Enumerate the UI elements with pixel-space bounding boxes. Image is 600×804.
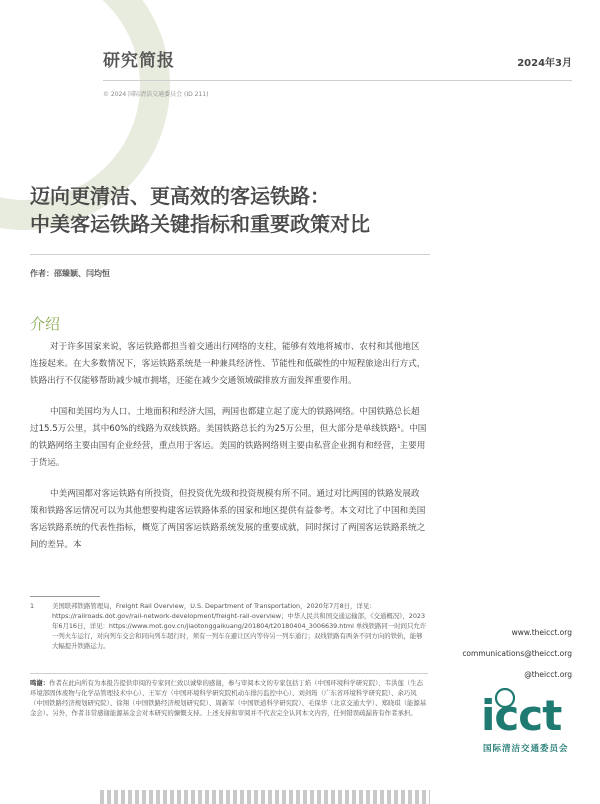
header-divider — [103, 80, 572, 81]
logo-org-name: 国际清洁交通委员会 — [483, 744, 569, 754]
intro-paragraph-3: 中美两国都对客运铁路有所投资，但投资优先级和投资规模有所不同。通过对比两国的铁路发展政策和铁路客运情况可以为其他想要构建客运铁路体系的国家和地区提供有益参考。本文对比了中国和美国客运铁路系统的代表性指标，概览了两国客运铁路系统发展的重要成就，同时探讨了两国客运铁路系统之间的差异。本 — [30, 489, 426, 550]
intro-paragraph-1: 对于许多国家来说，客运铁路都担当着交通出行网络的支柱，能够有效地将城市、农村和其他地区连接起来。在大多数情况下，客运铁路系统是一种兼具经济性、节能性和低碳性的中短程旅途出行方式，铁路出行不仅能够帮助减少城市拥堵，还能在减少交通领域碳排放方面发挥重要作用。 — [30, 342, 426, 386]
title-line-2: 中美客运铁路关键指标和重要政策对比 — [30, 212, 370, 236]
copyright-notice: © 2024 国际清洁交通委员会 (ID 211) — [103, 91, 209, 98]
report-type: 研究简报 — [103, 51, 175, 71]
decorative-stripe — [100, 790, 430, 804]
email-link[interactable]: communications@theicct.org — [462, 649, 572, 658]
logo-wordmark: icct — [481, 691, 562, 740]
acknowledgments-divider — [30, 673, 428, 674]
intro-body — [30, 339, 428, 568]
title-line-1: 迈向更清洁、更高效的客运铁路： — [30, 184, 330, 208]
authors: 作者：邵臻颖、闫均恒 — [30, 269, 110, 278]
website-link[interactable]: www.theicct.org — [511, 628, 572, 637]
title-divider — [30, 254, 430, 255]
social-handle[interactable]: @theicct.org — [524, 670, 572, 679]
footnote-divider — [30, 596, 100, 597]
footnote-number: 1 — [30, 602, 35, 610]
intro-paragraph-2: 中国和美国均为人口、土地面积和经济大国，两国也都建立起了庞大的铁路网络。中国铁路总长超过15.5万公里，其中60%的线路为双线铁路。美国铁路总长约为25万公里，但大部分是单线铁路¹。中国的铁路网络主要由国有企业经营，重点用于客运。美国的铁路网络则主要由私营企业拥有和经营，主要用于货运。 — [30, 407, 427, 468]
acknowledgments — [30, 678, 428, 718]
footnote-text: 美国联邦铁路管理局，Freight Rail Overview，U.S. Department of Transportation，2020年7月8日，详见：https://railroads.dot.gov/rail-network-development/freight-rail-overview；中华人民共和国交通运输部，《交通概况》，2023年6月16日，详见：https://www.mot.gov.cn/jiaotonggaikuang/201804/t20180404_3006639.html 单线铁路同一时间只允许一列火车运行，对向列车交会和同向列车超行时，须有一列车在避让区内等待另一列车通行；双线铁路有两条不同方向的铁轨，能够大幅提升铁路运力。 — [52, 602, 427, 650]
document-title — [30, 182, 570, 238]
acknowledgments-label: 鸣谢： — [30, 679, 50, 687]
acknowledgments-text: 作者在此向所有为本报告提供审阅的专家同仁致以诚挚的感谢，参与审阅本文的专家包括丁焰（中国环境科学研究院）、韦洪莲（生态环境部固体废物与化学品管理技术中心）、王军方（中国环境科学研究院机动车排污监控中心）、刘剑筠（广东省环境科学研究院）、余巧凤（中国铁路经济规划研究院）、徐翔（中国铁路经济规划研究院）、周新军（中国铁道科学研究院）、毛保华（北京交通大学）、郑晓琪（能源基金会）。另外，作者非常感谢能源基金会对本研究的慷慨支持。上述支持和审阅并不代表完全认同本文内容，任何错误疏漏皆有作者承担。 — [30, 679, 427, 717]
footnote — [30, 601, 428, 651]
intro-heading: 介绍 — [30, 315, 61, 333]
report-date: 2024年3月 — [517, 58, 572, 69]
icct-logo — [473, 688, 583, 768]
